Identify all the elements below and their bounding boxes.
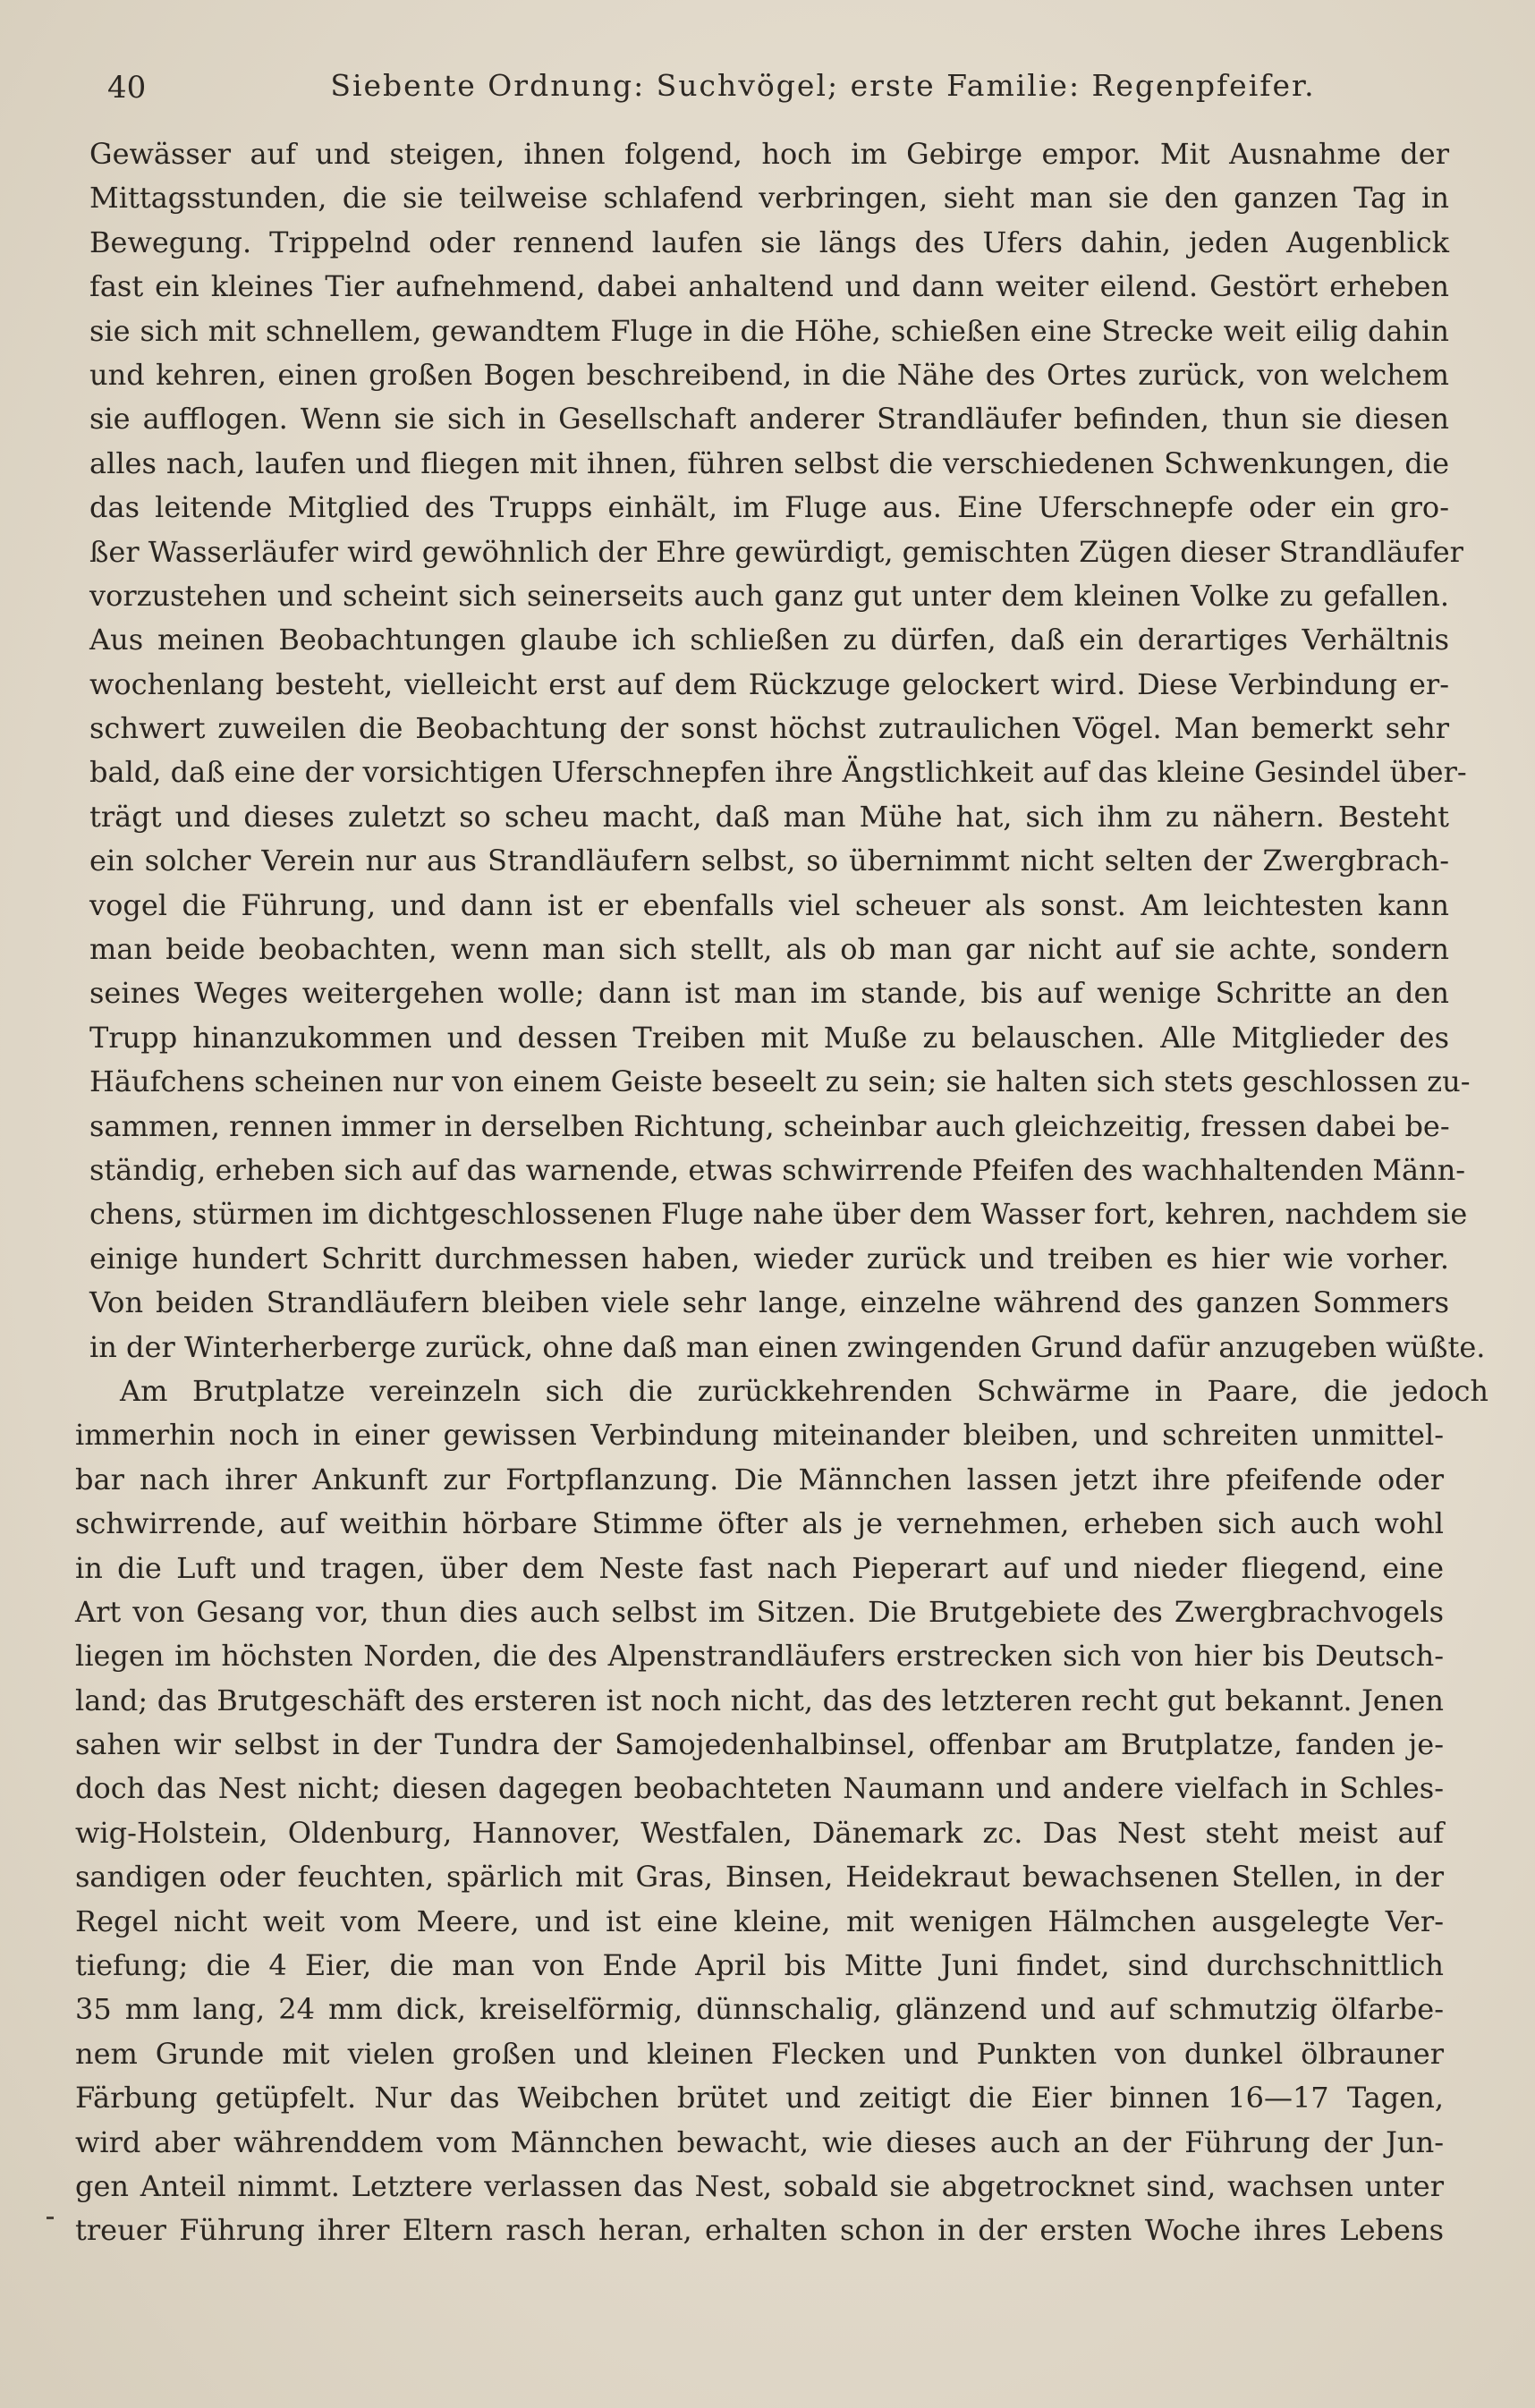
- text-line: Mittagsstunden, die sie teilweise schlafend verbringen, sieht man sie den ganzen Tag in: [89, 181, 1449, 216]
- text-line: sie sich mit schnellem, gewandtem Fluge in die Höhe, schießen eine Strecke weit eilig dahin: [89, 313, 1449, 348]
- text-line: Häufchens scheinen nur von einem Geiste beseelt zu sein; sie halten sich stets geschlossen zu-: [89, 1064, 1471, 1099]
- text-line: ßer Wasserläufer wird gewöhnlich der Ehre gewürdigt, gemischten Zügen dieser Strandläufer: [89, 534, 1463, 569]
- text-line: chens, stürmen im dichtgeschlossenen Fluge nahe über dem Wasser fort, kehren, nachdem sie: [89, 1197, 1468, 1232]
- text-line: nem Grunde mit vielen großen und kleinen Flecken und Punkten von dunkel ölbrauner: [75, 2036, 1444, 2071]
- text-line: Aus meinen Beobachtungen glaube ich schließen zu dürfen, daß ein derartiges Verhältnis: [89, 623, 1449, 657]
- text-line: Bewegung. Trippelnd oder rennend laufen sie längs des Ufers dahin, jeden Augenblick: [89, 225, 1449, 259]
- text-line: liegen im höchsten Norden, die des Alpenstrandläufers erstrecken sich von hier bis Deutsch-: [75, 1639, 1444, 1674]
- text-line: in die Luft und tragen, über dem Neste fast nach Pieperart auf und nieder fliegend, eine: [75, 1550, 1444, 1585]
- text-line: 35 mm lang, 24 mm dick, kreiselförmig, dünnschalig, glänzend und auf schmutzig ölfarbe-: [75, 1992, 1444, 2027]
- text-line: treuer Führung ihrer Eltern rasch heran, erhalten schon in der ersten Woche ihres Lebens: [75, 2213, 1444, 2248]
- running-title: Siebente Ordnung: Suchvögel; erste Familie: Regenpfeifer.: [330, 68, 1316, 103]
- text-line: sie aufflogen. Wenn sie sich in Gesellschaft anderer Strandläufer befinden, thun sie diesen: [89, 402, 1449, 437]
- text-line: Färbung getüpfelt. Nur das Weibchen brütet und zeitigt die Eier binnen 16—17 Tagen,: [75, 2081, 1444, 2115]
- text-line: wochenlang besteht, vielleicht erst auf dem Rückzuge gelockert wird. Diese Verbindung er-: [89, 666, 1449, 701]
- margin-mark: [47, 2217, 54, 2219]
- text-line: ständig, erheben sich auf das warnende, etwas schwirrende Pfeifen des wachhaltenden Männ-: [89, 1152, 1466, 1187]
- text-line: seines Weges weitergehen wolle; dann ist man im stande, bis auf wenige Schritte an den: [89, 976, 1449, 1011]
- text-line: doch das Nest nicht; diesen dagegen beobachteten Naumann und andere vielfach in Schles-: [75, 1771, 1444, 1806]
- text-line: trägt und dieses zuletzt so scheu macht, daß man Mühe hat, sich ihm zu nähern. Besteht: [89, 799, 1449, 834]
- text-line: und kehren, einen großen Bogen beschreibend, in die Nähe des Ortes zurück, von welchem: [89, 357, 1449, 392]
- body-text: [75, 132, 1488, 2253]
- text-line: vogel die Führung, und dann ist er ebenfalls viel scheuer als sonst. Am leichtesten kann: [89, 887, 1449, 922]
- page-number: 40: [107, 70, 147, 106]
- text-line: man beide beobachten, wenn man sich stellt, als ob man gar nicht auf sie achte, sondern: [89, 932, 1449, 967]
- text-line: fast ein kleines Tier aufnehmend, dabei anhaltend und dann weiter eilend. Gestört erheben: [89, 269, 1449, 304]
- text-line: schwirrende, auf weithin hörbare Stimme öfter als je vernehmen, erheben sich auch wohl: [75, 1506, 1444, 1541]
- text-line: schwert zuweilen die Beobachtung der sonst höchst zutraulichen Vögel. Man bemerkt sehr: [89, 711, 1449, 746]
- text-line: tiefung; die 4 Eier, die man von Ende April bis Mitte Juni findet, sind durchschnittlich: [75, 1948, 1444, 1983]
- text-line: bald, daß eine der vorsichtigen Uferschnepfen ihre Ängstlichkeit auf das kleine Gesindel über-: [89, 755, 1467, 790]
- text-line: bar nach ihrer Ankunft zur Fortpflanzung. Die Männchen lassen jetzt ihre pfeifende oder: [75, 1462, 1444, 1497]
- text-line: land; das Brutgeschäft des ersteren ist noch nicht, das des letzteren recht gut bekannt. Jenen: [75, 1683, 1444, 1717]
- text-line: sammen, rennen immer in derselben Richtung, scheinbar auch gleichzeitig, fressen dabei be-: [89, 1108, 1450, 1143]
- text-line: ein solcher Verein nur aus Strandläufern selbst, so übernimmt nicht selten der Zwergbrach-: [89, 844, 1449, 878]
- text-line: sahen wir selbst in der Tundra der Samojedenhalbinsel, offenbar am Brutplatze, fanden je-: [75, 1727, 1444, 1762]
- text-line: Von beiden Strandläufern bleiben viele sehr lange, einzelne während des ganzen Sommers: [89, 1285, 1449, 1320]
- page-header: [107, 63, 1467, 116]
- text-line: Regel nicht weit vom Meere, und ist eine kleine, mit wenigen Hälmchen ausgelegte Ver-: [75, 1904, 1444, 1938]
- text-line: das leitende Mitglied des Trupps einhält, im Fluge aus. Eine Uferschnepfe oder ein gro-: [89, 490, 1449, 525]
- text-line: sandigen oder feuchten, spärlich mit Gras, Binsen, Heidekraut bewachsenen Stellen, in der: [75, 1860, 1444, 1895]
- text-line: wird aber währenddem vom Männchen bewacht, wie dieses auch an der Führung der Jun-: [75, 2124, 1444, 2159]
- text-line: Am Brutplatze vereinzeln sich die zurückkehrenden Schwärme in Paare, die jedoch: [120, 1373, 1488, 1408]
- text-line: wig-Holstein, Oldenburg, Hannover, Westfalen, Dänemark zc. Das Nest steht meist auf: [75, 1815, 1444, 1850]
- paragraph-1: [89, 132, 1486, 1369]
- text-line: gen Anteil nimmt. Letztere verlassen das Nest, sobald sie abgetrocknet sind, wachsen unter: [75, 2168, 1444, 2203]
- text-line: immerhin noch in einer gewissen Verbindung miteinander bleiben, und schreiten unmittel-: [75, 1418, 1444, 1453]
- text-line: Trupp hinanzukommen und dessen Treiben mit Muße zu belauschen. Alle Mitglieder des: [89, 1020, 1449, 1055]
- text-line: Gewässer auf und steigen, ihnen folgend, hoch im Gebirge empor. Mit Ausnahme der: [89, 137, 1449, 171]
- text-line: vorzustehen und scheint sich seinerseits auch ganz gut unter dem kleinen Volke zu gefallen.: [89, 578, 1449, 613]
- text-line: alles nach, laufen und fliegen mit ihnen, führen selbst die verschiedenen Schwenkungen, die: [89, 445, 1449, 480]
- paragraph-2: [75, 1369, 1488, 2253]
- text-line: in der Winterherberge zurück, ohne daß man einen zwingenden Grund dafür anzugeben wüßte.: [89, 1329, 1486, 1364]
- text-line: Art von Gesang vor, thun dies auch selbst im Sitzen. Die Brutgebiete des Zwergbrachvogels: [75, 1594, 1444, 1629]
- text-line: einige hundert Schritt durchmessen haben, wieder zurück und treiben es hier wie vorher.: [89, 1241, 1449, 1276]
